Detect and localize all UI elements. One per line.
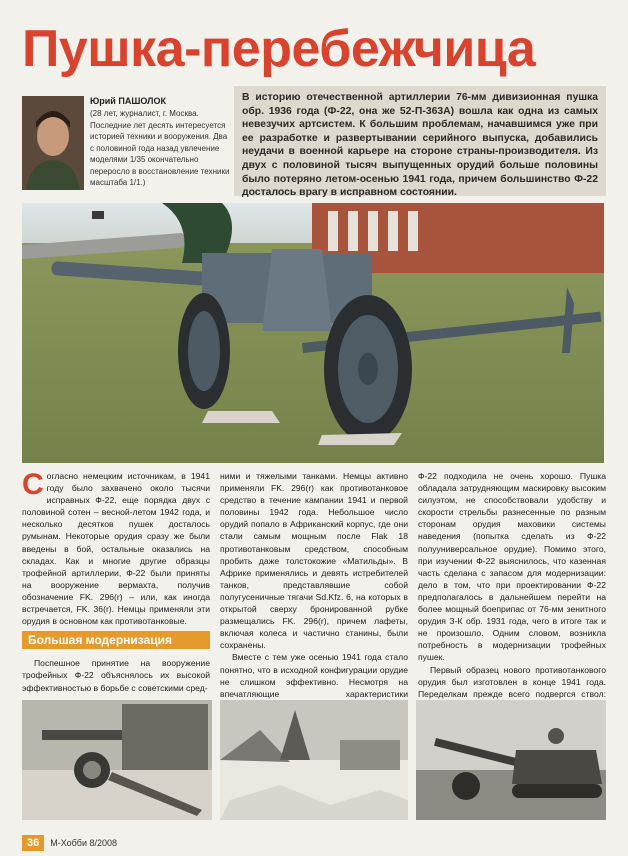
intro-lead: В историю отечественной артиллерии 76-мм дивизионная пушка обр. 1936 года (Ф-22, она же 52-П-363А) вошла как одна из самых невезучих артсистем. К большим проблемам, начавшимся уже при ее разработке и развертывании серийного выпуска, добавились неудачи в военной карьере на стороне страны-производителя. Из двух с половиной тысяч выпущенных орудий больше половины было потеряно летом-осенью 1941 года, причем большинство Ф-22 досталось врагу в исправном состоянии. <box>234 86 606 196</box>
author-portrait-image <box>22 96 84 190</box>
paragraph: огласно немецким источникам, в 1941 году было захвачено около тысячи исправных Ф-22, еще порядка двух с половиной сотен – весной-летом 1942 года, и несколько десятков пушек досталось румынам. Некоторые орудия сразу же были введены в бой, остальные оказались на складах. Как и многие другие образцы трофейной артиллерии, Ф-22 были приняты на вооружение вермахта, получив обозначение FK. 296(r) – или, как иногда встречается, FK. 36(r). Немцы применяли эти орудия в основном как противотанковые. <box>22 471 210 627</box>
paragraph: Поспешное принятие на вооружение трофейных Ф-22 объяснялось их высокой эффективностью в борьбе с советскими сред- <box>22 658 210 693</box>
text-column-1 <box>22 470 210 694</box>
historic-photo-3 <box>416 700 606 820</box>
author-name: Юрий ПАШОЛОК <box>90 96 166 106</box>
photo-winter-ruins <box>220 700 408 820</box>
historic-photo-1 <box>22 700 212 820</box>
main-photo-f22-gun <box>22 203 604 463</box>
paragraph: Первый образец нового противотанкового орудия был изготовлен в конце 1941 года. Переделкам прежде всего подвергся ствол: <box>418 664 606 699</box>
photo-halftrack-gun <box>416 700 606 820</box>
photo-captured-gun-truck <box>22 700 212 820</box>
page-number: 36 <box>22 835 44 851</box>
author-bio: (28 лет, журналист, г. Москва. Последние лет десять интересуется историей техники и вооружения. Два с половиной года назад увлечение моделями 1/35 окончательно переросло в восстановление техники масштаба 1/1.) <box>90 109 230 187</box>
page-footer <box>22 834 117 852</box>
paragraph: Вместе с тем уже осенью 1941 года стало понятно, что в исходной конфигурации орудие не слишком эффективно. Несмотря на впечатляющие характеристики <box>220 652 408 699</box>
magazine-issue: М-Хобби 8/2008 <box>50 838 118 848</box>
text-column-3 <box>418 470 606 712</box>
paragraph: Ф-22 подходила не очень хорошо. Пушка обладала затрудняющим маскировку высоким силуэтом, не способствовали удобству и скорости стрельбы разнесенные по разным сторонам орудия маховики системы наведения (попытка сделать из Ф-22 полууниверсальное орудие). Помимо этого, при изучении Ф-22 выяснилось, что казенная часть сделана с запасом для модернизации: дело в том, что при проектировании Ф-22 предполагалось в дальнейшем перейти на более мощный боеприпас от 76-мм зенитного орудия З-К обр. 1931 года, чего в итоге так и не произошло. Одним словом, возникла потребность в модернизации трофейных пушек. <box>418 471 606 663</box>
author-photo <box>22 96 84 190</box>
article-title: Пушка-перебежчица <box>22 20 536 78</box>
historic-photo-2 <box>220 700 408 820</box>
f22-gun-illustration <box>22 203 604 463</box>
section-heading: Большая модернизация <box>22 631 210 649</box>
drop-cap: С <box>22 468 44 501</box>
paragraph: ними и тяжелыми танками. Немцы активно применяли FK. 296(r) как противотанковое средство в течение кампании 1941 и первой половины 1942 года. Небольшое число орудий попало в Африканский корпус, где они стали самым мощным после Flak 18 противотанковым средством, способным пробить даже толстокожие «Матильды». В Африке применялись и девять истребителей танков, представлявшие собой полугусеничные тягачи Sd.Kfz. 6, на которых в открытой сверху бронированной рубке размещались FK. 296(r), причем лафеты, включая колеса и частично станины, были сохранены. <box>220 471 408 651</box>
text-column-2 <box>220 470 408 724</box>
